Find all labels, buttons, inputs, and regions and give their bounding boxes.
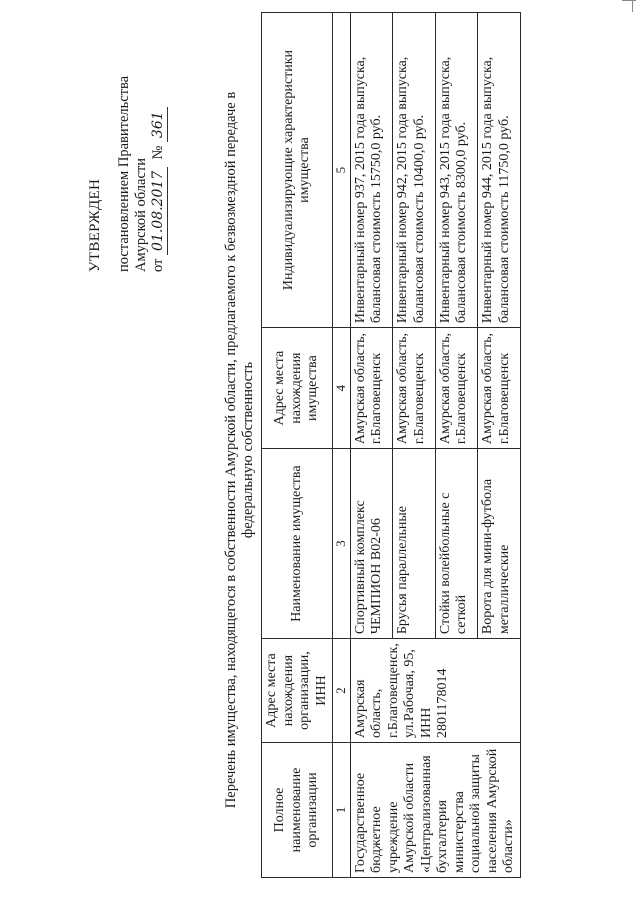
title-line-1: Перечень имущества, находящегося в собственности Амурской области, предлагаемого к безвозмездной передаче в bbox=[223, 91, 239, 809]
property-address-cell: Амурская область, г.Благовещенск bbox=[393, 328, 436, 449]
approval-date-line bbox=[150, 10, 168, 272]
approval-line-1: постановлением Правительства bbox=[116, 75, 132, 272]
characteristics-cell: Инвентарный номер 937, 2015 года выпуска, балансовая стоимость 15750,0 руб. bbox=[350, 13, 393, 328]
document-title bbox=[223, 10, 257, 890]
characteristics-cell: Инвентарный номер 942, 2015 года выпуска, балансовая стоимость 10400,0 руб. bbox=[393, 13, 436, 328]
column-number-row bbox=[333, 13, 351, 878]
property-address-cell: Амурская область, г.Благовещенск bbox=[435, 328, 478, 449]
handwritten-date: 01.08.2017 bbox=[150, 167, 168, 255]
number-prefix: № bbox=[150, 145, 166, 160]
column-number: 3 bbox=[333, 449, 351, 639]
column-number: 5 bbox=[333, 13, 351, 328]
column-number: 1 bbox=[333, 743, 351, 878]
property-name-cell: Стойки волейбольные с сеткой bbox=[435, 449, 478, 639]
handwritten-number: 361 bbox=[150, 107, 168, 142]
approval-line-2: Амурской области bbox=[133, 158, 149, 272]
approval-heading: УТВЕРЖДЕН bbox=[87, 178, 103, 272]
rotated-page bbox=[5, 10, 635, 890]
header-property-name: Наименование имущества bbox=[262, 449, 333, 639]
scan-corner-mark-top bbox=[622, 0, 636, 1]
header-property-address: Адрес места нахождения имущества bbox=[262, 328, 333, 449]
title-line-2: федеральную собственность bbox=[240, 361, 256, 539]
property-address-cell: Амурская область, г.Благовещенск bbox=[478, 328, 521, 449]
org-address-cell: Амурская область, г.Благовещенск, ул.Рабочая, 95, ИНН 2801178014 bbox=[350, 639, 520, 743]
property-table bbox=[261, 12, 521, 878]
organization-cell: Государственное бюджетное учреждение Амурской области «Централизованная бухгалтерия министерства социальной защиты населения Амурской области» bbox=[350, 743, 520, 878]
header-organization: Полное наименование организации bbox=[262, 743, 333, 878]
characteristics-cell: Инвентарный номер 943, 2015 года выпуска, балансовая стоимость 8300,0 руб. bbox=[435, 13, 478, 328]
date-prefix: от bbox=[150, 258, 166, 272]
table-header-row bbox=[262, 13, 333, 878]
property-name-cell: Ворота для мини-футбола металлические bbox=[478, 449, 521, 639]
column-number: 2 bbox=[333, 639, 351, 743]
property-name-cell: Спортивный комплекс ЧЕМПИОН В02-06 bbox=[350, 449, 393, 639]
header-characteristics: Индивидуализирующие характеристики имущества bbox=[262, 13, 333, 328]
approval-stamp bbox=[87, 10, 168, 272]
characteristics-cell: Инвентарный номер 944, 2015 года выпуска, балансовая стоимость 11750,0 руб. bbox=[478, 13, 521, 328]
property-name-cell: Брусья параллельные bbox=[393, 449, 436, 639]
table-row bbox=[350, 13, 393, 878]
property-address-cell: Амурская область, г.Благовещенск bbox=[350, 328, 393, 449]
column-number: 4 bbox=[333, 328, 351, 449]
header-org-address: Адрес места нахождения организации, ИНН bbox=[262, 639, 333, 743]
